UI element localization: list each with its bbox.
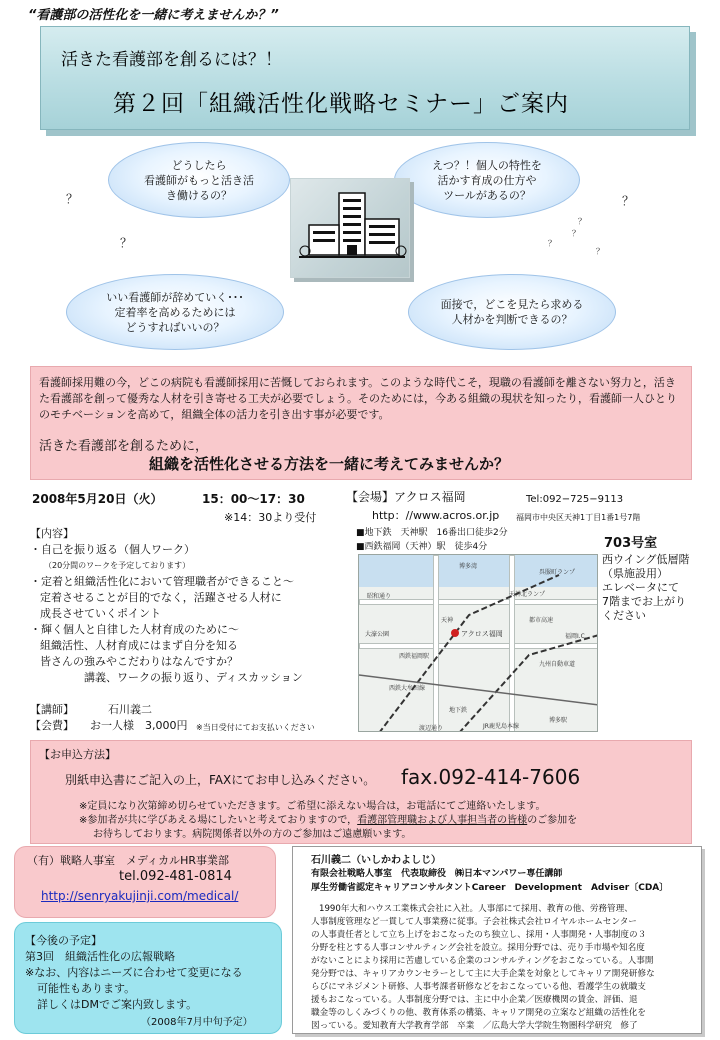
access-line: ■西鉄福岡（天神）駅 徒歩4分 — [356, 542, 488, 552]
apply-note: ※参加者が共に学びあえる場にしたいと考えておりますので，看護部管理職および人事担当者の皆様のご参加を — [79, 815, 578, 826]
lecturer-label: 【講師】 — [30, 703, 74, 716]
map-label: 地下鉄 — [449, 707, 468, 714]
contents-line: 定着させることが目的でなく，活躍させる人材に — [40, 591, 282, 604]
profile-bio-line: がないことにより採用に苦慮している企業のコンサルティングをおこなっている。人事開 — [311, 956, 654, 966]
contents-line: 組織活性、人材育成にはまず自分を知る — [40, 639, 238, 652]
future-schedule-box — [14, 922, 282, 1034]
venue-label: 【会場】アクロス福岡 — [346, 490, 466, 504]
room-note: 7階までお上がり — [602, 595, 686, 608]
room-note: エレベータにて — [602, 581, 679, 594]
map-label: 大濠公園 — [365, 631, 390, 638]
map-label: 都市高速 — [529, 617, 554, 624]
map-label: 博多駅 — [549, 717, 568, 724]
map-label: 渡辺通り — [419, 725, 444, 732]
contents-line: ・自己を振り返る（個人ワーク） — [30, 543, 195, 556]
future-note: 可能性もあります。 — [37, 982, 136, 995]
contact-url-link[interactable]: http://senryakujinji.com/medical/ — [41, 889, 239, 903]
apply-heading: 【お申込方法】 — [39, 748, 116, 761]
profile-bio-line: 分野を柱とする人事コンサルティング会社を設立。採用分野では、売り手市場や知名度 — [311, 943, 645, 953]
seminar-date: 2008年5月20日（火） — [32, 492, 163, 506]
profile-title: 厚生労働省認定キャリアコンサルタントCareer Development Adviser〔CDA〕 — [311, 883, 669, 893]
venue-url: http：//www.acros.or.jp — [372, 509, 500, 522]
future-note: ※なお、内容はニーズに合わせて変更になる — [25, 966, 243, 979]
contact-tel: tel.092-481-0814 — [119, 869, 232, 884]
contact-box — [14, 846, 276, 918]
intro-subheading: 活きた看護部を創るために， — [39, 439, 209, 454]
question-mark: ？ — [548, 239, 556, 248]
profile-bio-line: 1990年大和ハウス工業株式会社に入社。人事部にて採用、教育の他、労務管理、 — [319, 904, 633, 914]
map-label: 天神北ランプ — [509, 591, 546, 598]
profile-bio-line: らびにマネジメント研修、人事考課者研修などをおこなっている他、看護学生の就職支 — [311, 982, 646, 992]
profile-bio-line: 援もおこなっている。人事制度分野では、主に中小企業／医療機関の賃金、評価、退 — [311, 995, 638, 1005]
question-mark: ？ — [596, 247, 604, 256]
map-label: 博多湾 — [459, 563, 478, 570]
tagline: “看護部の活性化を一緒に考えませんか？” — [28, 8, 279, 23]
contents-line: （20分間のワークを予定しております） — [44, 561, 191, 570]
venue-address: 福岡市中央区天神1丁目1番1号7階 — [516, 513, 641, 522]
apply-note: ※定員になり次第締め切らせていただきます。ご希望に添えない場合は，お電話にてご連絡いたします。 — [79, 801, 546, 812]
hospital-icon — [291, 179, 411, 279]
room-note: （県施設用） — [602, 567, 668, 580]
apply-instruction: 別紙申込書にご記入の上，FAXにてお申し込みください。 — [65, 773, 376, 787]
profile-bio-line: の人事責任者として立ち上げをおこなったのち独立し、採用・人事開発・人事制度の３ — [311, 930, 647, 940]
map-lines — [359, 555, 598, 732]
map-label: 天神 — [441, 617, 454, 624]
room-note: 西ウイング低層階 — [602, 553, 690, 566]
lecturer-name: 石川義二 — [108, 703, 152, 716]
map-label: アクロス福岡 — [461, 630, 503, 638]
question-bubble-4: 面接で，どこを見たら求める 人材かを判断できるの？ — [408, 274, 616, 350]
question-mark: ？ — [622, 194, 635, 208]
fee-label: 【会費】 — [30, 719, 74, 732]
contents-heading: 【内容】 — [30, 527, 74, 540]
contact-org: （有）戦略人事室 メディカルHR事業部 — [27, 854, 230, 867]
question-mark: ？ — [578, 217, 586, 226]
contents-line: ・輝く個人と自律した人材育成のために〜 — [30, 623, 239, 636]
venue-tel: Tel:092−725−9113 — [526, 494, 624, 505]
reception-time: ※14：30より受付 — [224, 511, 317, 524]
fee-value: お一人様 3,000円 — [90, 719, 188, 732]
lecturer-profile-box — [292, 846, 702, 1034]
hospital-building-illustration — [290, 178, 410, 278]
intro-main-message: 組織を活性化させる方法を一緒に考えてみませんか？ — [149, 455, 510, 473]
question-mark: ？ — [120, 236, 133, 250]
page-title: 第２回「組織活性化戦略セミナー」ご案内 — [113, 91, 569, 117]
map-label: 西鉄大牟田線 — [389, 685, 426, 692]
target-audience: 看護部管理職および人事担当者の皆様 — [357, 815, 528, 826]
fax-number: fax.092-414-7606 — [401, 765, 581, 789]
contents-line: 講義、ワークの振り返り、ディスカッション — [84, 671, 303, 684]
map-label: 九州自動車道 — [539, 661, 576, 668]
contents-line: ・定着と組織活性化において管理職者ができること〜 — [30, 575, 294, 588]
future-item: 第3回 組織活性化の広報戦略 — [25, 950, 175, 963]
title-banner — [40, 26, 690, 130]
room-note: ください — [602, 609, 646, 622]
profile-name: 石川義二（いしかわよしじ） — [311, 855, 441, 866]
map-label: JR鹿児島本線 — [483, 723, 519, 730]
question-bubble-1: どうしたら 看護師がもっと活き活 き働けるの？ — [108, 142, 290, 218]
map-label: 西鉄福岡駅 — [399, 653, 430, 660]
fee-note: ※当日受付にてお支払いください — [196, 723, 315, 732]
contents-line: 皆さんの強みやこだわりはなんですか？ — [40, 655, 238, 668]
question-mark: ？ — [66, 192, 79, 206]
question-bubble-2: えつ？！個人の特性を 活かす育成の仕方や ツールがあるの？ — [394, 142, 580, 218]
contents-line: 成長させていくポイント — [40, 607, 161, 620]
profile-bio-line: 人事制度管理など一貫して人事業務に従事。子会社株式会社ロイヤルホームセンター — [311, 917, 637, 927]
profile-bio-line: 図っている。愛知教育大学教育学部 卒業 ／広島大学大学院生物圏科学研究 修了 — [311, 1021, 638, 1031]
seminar-time: 15：00〜17：30 — [202, 492, 305, 506]
map-label: 福岡I.C. — [565, 633, 587, 640]
question-mark: ？ — [572, 229, 580, 238]
future-note: 詳しくはDMでご案内致します。 — [37, 998, 198, 1011]
future-heading: 【今後の予定】 — [25, 934, 102, 947]
profile-title: 有限会社戦略人事室 代表取締役 ㈱日本マンパワー専任講師 — [311, 869, 563, 879]
apply-note: お待ちしております。病院関係者以外の方のご参加はご遠慮願います。 — [93, 829, 412, 840]
access-line: ■地下鉄 天神駅 16番出口徒歩2分 — [356, 528, 508, 538]
application-box — [30, 740, 692, 844]
future-date: （2008年7月中旬予定） — [141, 1017, 253, 1028]
profile-bio-line: 発分野では、キャリアカウンセラーとして主に大手企業を対象としてキャリア開発研修な — [311, 969, 655, 979]
intro-text: 看護師採用難の今，どこの病院も看護師採用に苦慨しておられます。このような時代こそ，現職の看護師を離さない努力と，活きた看護部を創って優秀な人材を引き寄せる工夫が必要でしょう。そのためには，今ある組織の現状を知ったり，看護師一人ひとりのモチベーションを高めて，組織全体の活力を引き出す事が必要です。 — [39, 376, 677, 421]
room-number: 703号室 — [604, 536, 658, 551]
profile-bio-line: 職金等のしくみづくりの他、教育体系の構築、キャリア開発の立案など組織の活性化を — [311, 1008, 646, 1018]
map-label: 呉服町ランプ — [539, 569, 576, 576]
access-map — [358, 554, 598, 732]
intro-box — [30, 366, 692, 480]
question-bubble-3: いい看護師が辞めていく･･･ 定着率を高めるためには どうすればいいの？ — [66, 274, 284, 350]
map-label: 昭和通り — [367, 593, 392, 600]
banner-subtitle: 活きた看護部を創るには？！ — [61, 50, 282, 70]
